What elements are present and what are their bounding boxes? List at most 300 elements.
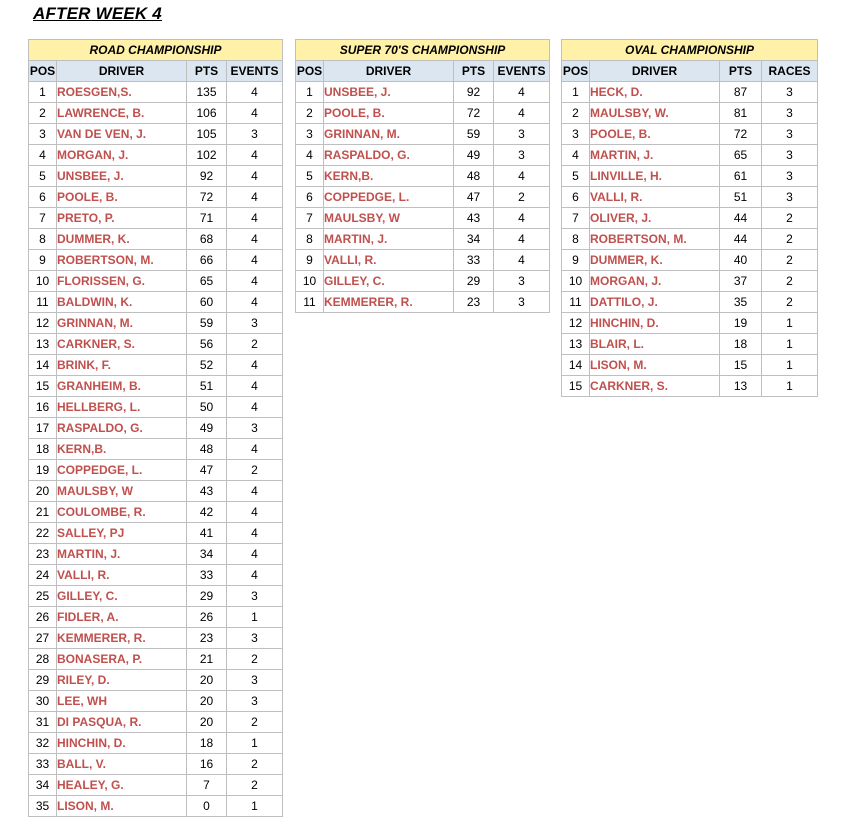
cell-pts: 34 <box>454 229 494 250</box>
table-title: SUPER 70'S CHAMPIONSHIP <box>296 40 550 61</box>
cell-pts: 48 <box>187 439 227 460</box>
cell-driver: RASPALDO, G. <box>324 145 454 166</box>
table-row <box>29 712 283 733</box>
cell-count: 2 <box>227 460 283 481</box>
cell-driver: PRETO, P. <box>57 208 187 229</box>
cell-pts: 60 <box>187 292 227 313</box>
cell-pts: 87 <box>720 82 762 103</box>
cell-driver: LAWRENCE, B. <box>57 103 187 124</box>
cell-driver: COPPEDGE, L. <box>57 460 187 481</box>
table-row <box>29 796 283 817</box>
table-row <box>562 208 818 229</box>
cell-pos: 15 <box>562 376 590 397</box>
cell-pos: 11 <box>296 292 324 313</box>
table-row <box>29 271 283 292</box>
cell-pos: 10 <box>296 271 324 292</box>
cell-pos: 15 <box>29 376 57 397</box>
cell-driver: SALLEY, PJ <box>57 523 187 544</box>
cell-driver: KEMMERER, R. <box>324 292 454 313</box>
cell-count: 3 <box>762 124 818 145</box>
cell-count: 2 <box>227 334 283 355</box>
cell-driver: UNSBEE, J. <box>324 82 454 103</box>
cell-count: 4 <box>227 481 283 502</box>
table-row <box>29 166 283 187</box>
cell-count: 1 <box>762 313 818 334</box>
cell-count: 4 <box>494 166 550 187</box>
cell-driver: HINCHIN, D. <box>57 733 187 754</box>
cell-count: 3 <box>227 691 283 712</box>
cell-count: 4 <box>494 82 550 103</box>
table-row <box>562 166 818 187</box>
cell-driver: COPPEDGE, L. <box>324 187 454 208</box>
cell-pos: 1 <box>29 82 57 103</box>
cell-pts: 68 <box>187 229 227 250</box>
table-row <box>562 187 818 208</box>
table-row <box>29 124 283 145</box>
cell-count: 4 <box>227 187 283 208</box>
cell-count: 1 <box>762 334 818 355</box>
cell-pts: 48 <box>454 166 494 187</box>
cell-pts: 0 <box>187 796 227 817</box>
cell-driver: GRINNAN, M. <box>324 124 454 145</box>
cell-pos: 9 <box>562 250 590 271</box>
table-row <box>29 313 283 334</box>
cell-count: 4 <box>494 103 550 124</box>
col-header-driver: DRIVER <box>57 61 187 82</box>
cell-driver: LISON, M. <box>57 796 187 817</box>
cell-driver: MAULSBY, W <box>324 208 454 229</box>
table-row <box>29 439 283 460</box>
cell-count: 4 <box>227 250 283 271</box>
cell-count: 4 <box>227 229 283 250</box>
cell-driver: MARTIN, J. <box>324 229 454 250</box>
cell-pts: 41 <box>187 523 227 544</box>
cell-pts: 135 <box>187 82 227 103</box>
cell-driver: POOLE, B. <box>324 103 454 124</box>
cell-pts: 34 <box>187 544 227 565</box>
cell-driver: ROESGEN,S. <box>57 82 187 103</box>
cell-count: 3 <box>227 124 283 145</box>
table-row <box>29 397 283 418</box>
cell-count: 3 <box>762 145 818 166</box>
cell-count: 4 <box>494 229 550 250</box>
cell-count: 2 <box>494 187 550 208</box>
cell-driver: LEE, WH <box>57 691 187 712</box>
cell-count: 3 <box>762 187 818 208</box>
cell-count: 2 <box>227 775 283 796</box>
table-row <box>296 229 550 250</box>
cell-pts: 51 <box>720 187 762 208</box>
cell-count: 3 <box>227 628 283 649</box>
road-championship-table <box>28 39 283 817</box>
table-row <box>29 481 283 502</box>
cell-driver: MAULSBY, W <box>57 481 187 502</box>
cell-count: 3 <box>762 166 818 187</box>
cell-count: 2 <box>762 250 818 271</box>
cell-pts: 72 <box>454 103 494 124</box>
cell-driver: FLORISSEN, G. <box>57 271 187 292</box>
cell-pts: 18 <box>720 334 762 355</box>
cell-pts: 44 <box>720 208 762 229</box>
cell-count: 1 <box>227 607 283 628</box>
cell-driver: DATTILO, J. <box>590 292 720 313</box>
cell-pts: 65 <box>720 145 762 166</box>
cell-pos: 6 <box>562 187 590 208</box>
cell-driver: ROBERTSON, M. <box>57 250 187 271</box>
cell-count: 2 <box>762 271 818 292</box>
cell-pos: 11 <box>29 292 57 313</box>
cell-pts: 65 <box>187 271 227 292</box>
cell-pts: 15 <box>720 355 762 376</box>
cell-count: 1 <box>227 796 283 817</box>
cell-count: 4 <box>227 271 283 292</box>
table-row <box>562 334 818 355</box>
table-row <box>562 355 818 376</box>
table-row <box>29 103 283 124</box>
cell-pos: 10 <box>29 271 57 292</box>
cell-driver: HELLBERG, L. <box>57 397 187 418</box>
table-row <box>29 376 283 397</box>
cell-pos: 30 <box>29 691 57 712</box>
table-row <box>562 376 818 397</box>
cell-count: 1 <box>227 733 283 754</box>
table-row <box>296 250 550 271</box>
table-row <box>29 187 283 208</box>
cell-pts: 50 <box>187 397 227 418</box>
cell-pts: 26 <box>187 607 227 628</box>
cell-pos: 13 <box>29 334 57 355</box>
cell-pos: 3 <box>29 124 57 145</box>
cell-driver: MAULSBY, W. <box>590 103 720 124</box>
cell-pos: 9 <box>29 250 57 271</box>
cell-pos: 10 <box>562 271 590 292</box>
cell-count: 4 <box>494 208 550 229</box>
cell-pos: 14 <box>29 355 57 376</box>
table-row <box>296 292 550 313</box>
cell-count: 3 <box>762 103 818 124</box>
cell-pts: 71 <box>187 208 227 229</box>
table-row <box>562 313 818 334</box>
cell-count: 4 <box>227 166 283 187</box>
cell-pts: 51 <box>187 376 227 397</box>
cell-pos: 5 <box>29 166 57 187</box>
cell-driver: MORGAN, J. <box>57 145 187 166</box>
cell-pts: 40 <box>720 250 762 271</box>
cell-pos: 33 <box>29 754 57 775</box>
table-row <box>29 334 283 355</box>
cell-count: 4 <box>227 208 283 229</box>
cell-driver: HEALEY, G. <box>57 775 187 796</box>
cell-pos: 18 <box>29 439 57 460</box>
cell-count: 4 <box>227 145 283 166</box>
cell-driver: MARTIN, J. <box>57 544 187 565</box>
cell-driver: KERN,B. <box>324 166 454 187</box>
cell-pos: 4 <box>296 145 324 166</box>
page-title: AFTER WEEK 4 <box>33 4 162 23</box>
cell-pos: 3 <box>562 124 590 145</box>
table-row <box>29 649 283 670</box>
cell-driver: CARKNER, S. <box>57 334 187 355</box>
cell-pts: 47 <box>187 460 227 481</box>
cell-driver: UNSBEE, J. <box>57 166 187 187</box>
cell-pts: 44 <box>720 229 762 250</box>
cell-driver: GRINNAN, M. <box>57 313 187 334</box>
table-row <box>29 775 283 796</box>
cell-driver: POOLE, B. <box>590 124 720 145</box>
cell-driver: VALLI, R. <box>324 250 454 271</box>
cell-driver: VAN DE VEN, J. <box>57 124 187 145</box>
cell-count: 4 <box>227 292 283 313</box>
cell-pos: 1 <box>562 82 590 103</box>
col-header-pos: POS <box>562 61 590 82</box>
cell-pos: 23 <box>29 544 57 565</box>
table-row <box>296 145 550 166</box>
table-row <box>296 82 550 103</box>
table-row <box>29 145 283 166</box>
cell-count: 3 <box>762 82 818 103</box>
cell-count: 3 <box>494 145 550 166</box>
cell-pts: 29 <box>454 271 494 292</box>
cell-pts: 16 <box>187 754 227 775</box>
cell-pos: 11 <box>562 292 590 313</box>
cell-count: 4 <box>227 565 283 586</box>
cell-pos: 5 <box>296 166 324 187</box>
cell-pos: 5 <box>562 166 590 187</box>
cell-driver: GILLEY, C. <box>324 271 454 292</box>
cell-count: 4 <box>227 355 283 376</box>
cell-driver: BLAIR, L. <box>590 334 720 355</box>
cell-driver: LINVILLE, H. <box>590 166 720 187</box>
table-row <box>29 460 283 481</box>
cell-count: 2 <box>227 754 283 775</box>
cell-pos: 2 <box>296 103 324 124</box>
cell-driver: LISON, M. <box>590 355 720 376</box>
cell-pos: 20 <box>29 481 57 502</box>
cell-pts: 102 <box>187 145 227 166</box>
cell-pts: 72 <box>720 124 762 145</box>
cell-pos: 28 <box>29 649 57 670</box>
table-row <box>296 166 550 187</box>
cell-driver: HINCHIN, D. <box>590 313 720 334</box>
cell-pos: 4 <box>562 145 590 166</box>
table-row <box>296 103 550 124</box>
cell-count: 2 <box>762 208 818 229</box>
cell-driver: HECK, D. <box>590 82 720 103</box>
cell-driver: RASPALDO, G. <box>57 418 187 439</box>
table-row <box>29 733 283 754</box>
cell-driver: MORGAN, J. <box>590 271 720 292</box>
cell-count: 2 <box>762 292 818 313</box>
cell-count: 3 <box>494 124 550 145</box>
cell-pts: 106 <box>187 103 227 124</box>
table-row <box>562 292 818 313</box>
cell-pos: 8 <box>562 229 590 250</box>
cell-pts: 37 <box>720 271 762 292</box>
table-row <box>29 523 283 544</box>
cell-driver: BRINK, F. <box>57 355 187 376</box>
cell-pts: 18 <box>187 733 227 754</box>
table-row <box>562 82 818 103</box>
cell-count: 2 <box>227 649 283 670</box>
cell-pos: 7 <box>562 208 590 229</box>
cell-driver: BONASERA, P. <box>57 649 187 670</box>
super70-championship-table <box>295 39 550 313</box>
col-header-events: EVENTS <box>227 61 283 82</box>
cell-pos: 13 <box>562 334 590 355</box>
table-title: OVAL CHAMPIONSHIP <box>562 40 818 61</box>
cell-pts: 35 <box>720 292 762 313</box>
table-row <box>562 103 818 124</box>
cell-pos: 4 <box>29 145 57 166</box>
cell-pos: 21 <box>29 502 57 523</box>
cell-pos: 17 <box>29 418 57 439</box>
cell-pos: 22 <box>29 523 57 544</box>
cell-count: 4 <box>227 544 283 565</box>
table-row <box>29 691 283 712</box>
cell-pos: 16 <box>29 397 57 418</box>
cell-driver: DI PASQUA, R. <box>57 712 187 733</box>
cell-pts: 52 <box>187 355 227 376</box>
cell-pts: 23 <box>454 292 494 313</box>
cell-pts: 92 <box>454 82 494 103</box>
table-row <box>296 208 550 229</box>
cell-driver: OLIVER, J. <box>590 208 720 229</box>
col-header-driver: DRIVER <box>590 61 720 82</box>
cell-pts: 29 <box>187 586 227 607</box>
cell-pts: 49 <box>187 418 227 439</box>
cell-pts: 33 <box>454 250 494 271</box>
cell-pos: 8 <box>296 229 324 250</box>
cell-pts: 43 <box>454 208 494 229</box>
cell-driver: FIDLER, A. <box>57 607 187 628</box>
cell-count: 2 <box>227 712 283 733</box>
cell-driver: GILLEY, C. <box>57 586 187 607</box>
cell-pts: 20 <box>187 670 227 691</box>
cell-pts: 19 <box>720 313 762 334</box>
cell-pts: 105 <box>187 124 227 145</box>
cell-driver: DUMMER, K. <box>590 250 720 271</box>
cell-pts: 72 <box>187 187 227 208</box>
table-row <box>29 544 283 565</box>
cell-pos: 3 <box>296 124 324 145</box>
cell-count: 4 <box>494 250 550 271</box>
cell-count: 1 <box>762 376 818 397</box>
cell-pts: 92 <box>187 166 227 187</box>
cell-pos: 2 <box>29 103 57 124</box>
cell-count: 4 <box>227 397 283 418</box>
cell-count: 4 <box>227 82 283 103</box>
cell-count: 3 <box>227 670 283 691</box>
cell-count: 4 <box>227 103 283 124</box>
cell-pts: 33 <box>187 565 227 586</box>
table-row <box>296 187 550 208</box>
cell-pts: 47 <box>454 187 494 208</box>
cell-pos: 2 <box>562 103 590 124</box>
col-header-driver: DRIVER <box>324 61 454 82</box>
table-row <box>562 271 818 292</box>
cell-pts: 13 <box>720 376 762 397</box>
table-row <box>29 355 283 376</box>
cell-pos: 7 <box>296 208 324 229</box>
cell-pos: 8 <box>29 229 57 250</box>
table-title: ROAD CHAMPIONSHIP <box>29 40 283 61</box>
cell-driver: CARKNER, S. <box>590 376 720 397</box>
cell-pts: 61 <box>720 166 762 187</box>
cell-count: 3 <box>494 292 550 313</box>
cell-driver: ROBERTSON, M. <box>590 229 720 250</box>
cell-driver: KERN,B. <box>57 439 187 460</box>
col-header-races: RACES <box>762 61 818 82</box>
table-row <box>562 124 818 145</box>
cell-pos: 25 <box>29 586 57 607</box>
cell-pos: 7 <box>29 208 57 229</box>
table-row <box>29 292 283 313</box>
cell-pts: 59 <box>187 313 227 334</box>
cell-count: 3 <box>227 418 283 439</box>
table-row <box>29 418 283 439</box>
cell-pos: 6 <box>29 187 57 208</box>
cell-pos: 1 <box>296 82 324 103</box>
cell-pos: 12 <box>29 313 57 334</box>
cell-driver: GRANHEIM, B. <box>57 376 187 397</box>
cell-driver: DUMMER, K. <box>57 229 187 250</box>
cell-count: 3 <box>227 313 283 334</box>
cell-pos: 34 <box>29 775 57 796</box>
cell-pos: 19 <box>29 460 57 481</box>
cell-pts: 59 <box>454 124 494 145</box>
cell-pos: 9 <box>296 250 324 271</box>
cell-count: 4 <box>227 523 283 544</box>
cell-pts: 43 <box>187 481 227 502</box>
oval-championship-table <box>561 39 818 397</box>
col-header-pos: POS <box>296 61 324 82</box>
cell-count: 3 <box>227 586 283 607</box>
cell-pos: 27 <box>29 628 57 649</box>
cell-pts: 81 <box>720 103 762 124</box>
cell-driver: VALLI, R. <box>57 565 187 586</box>
cell-driver: BALDWIN, K. <box>57 292 187 313</box>
table-row <box>29 754 283 775</box>
table-row <box>29 208 283 229</box>
table-row <box>296 124 550 145</box>
cell-pos: 12 <box>562 313 590 334</box>
cell-count: 4 <box>227 376 283 397</box>
cell-pts: 49 <box>454 145 494 166</box>
cell-pts: 56 <box>187 334 227 355</box>
cell-driver: VALLI, R. <box>590 187 720 208</box>
cell-count: 4 <box>227 502 283 523</box>
cell-driver: KEMMERER, R. <box>57 628 187 649</box>
cell-pos: 32 <box>29 733 57 754</box>
cell-pos: 35 <box>29 796 57 817</box>
table-row <box>29 670 283 691</box>
col-header-pts: PTS <box>187 61 227 82</box>
cell-pts: 23 <box>187 628 227 649</box>
table-row <box>562 145 818 166</box>
col-header-pts: PTS <box>454 61 494 82</box>
cell-pos: 24 <box>29 565 57 586</box>
col-header-events: EVENTS <box>494 61 550 82</box>
cell-pts: 66 <box>187 250 227 271</box>
cell-pos: 31 <box>29 712 57 733</box>
cell-pos: 29 <box>29 670 57 691</box>
table-row <box>562 229 818 250</box>
cell-driver: RILEY, D. <box>57 670 187 691</box>
col-header-pts: PTS <box>720 61 762 82</box>
cell-count: 4 <box>227 439 283 460</box>
cell-driver: COULOMBE, R. <box>57 502 187 523</box>
cell-driver: POOLE, B. <box>57 187 187 208</box>
